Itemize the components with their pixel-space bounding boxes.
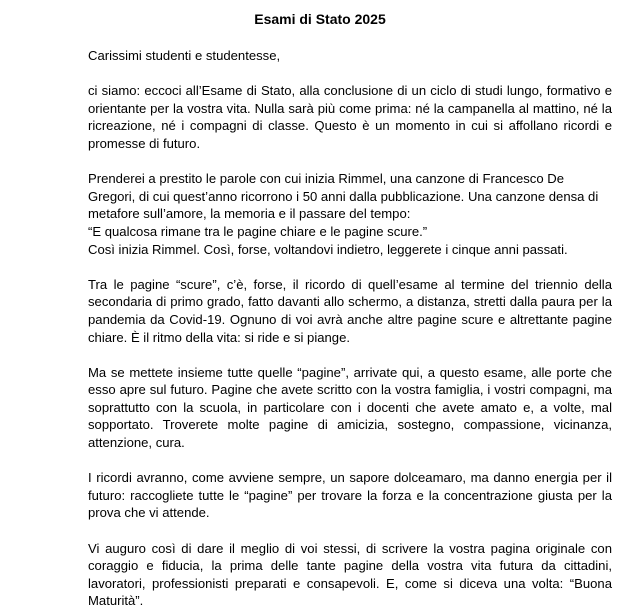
- paragraph-rimmel-text: Prenderei a prestito le parole con cui inizia Rimmel, una canzone di Francesco De Gregori, di cui quest’anno ricorrono i 50 anni dalla pubblicazione. Una canzone densa di metafore sull’amore, la memoria e il passare del tempo:: [88, 171, 599, 222]
- salutation: Carissimi studenti e studentesse,: [88, 48, 281, 63]
- document-title: Esami di Stato 2025: [254, 11, 386, 27]
- paragraph-intro: ci siamo: eccoci all’Esame di Stato, alla conclusione di un ciclo di studi lungo, formativo e orientante per la vostra vita. Nulla sarà più come prima: né la campanella al mattino, né la ricreazione, né i compagni di classe. Questo è un momento in cui si affollano ricordi e promesse di futuro.: [88, 83, 612, 151]
- paragraph-rimmel: [88, 170, 612, 258]
- paragraph-memories: I ricordi avranno, come avviene sempre, un sapore dolceamaro, ma danno energia per il futuro: raccogliete tutte le “pagine” per trovare la forza e la concentrazione giusta per la prova che vi attende.: [88, 470, 612, 521]
- rimmel-quote-followup: Così inizia Rimmel. Così, forse, voltandovi indietro, leggerete i cinque anni passati.: [88, 241, 568, 257]
- rimmel-quote: “E qualcosa rimane tra le pagine chiare e le pagine scure.”: [88, 223, 428, 239]
- paragraph-wishes: Vi auguro così di dare il meglio di voi stessi, di scrivere la vostra pagina originale con coraggio e fiducia, la prima delle tante pagine della vostra vita futura da cittadini, lavoratori, professionisti preparati e consapevoli. E, come si diceva una volta: “Buona Maturità”.: [88, 540, 612, 609]
- paragraph-dark-pages: Tra le pagine “scure”, c’è, forse, il ricordo di quell’esame al termine del triennio della secondaria di primo grado, fatto davanti allo schermo, a distanza, stretti dalla paura per la pandemia da Covid-19. Ognuno di voi avrà anche altre pagine scure e altrettante pagine chiare. È il ritmo della vita: si ride e si piange.: [88, 276, 612, 345]
- paragraph-all-pages: Ma se mettete insieme tutte quelle “pagine”, arrivate qui, a questo esame, alle porte che esso apre sul futuro. Pagine che avete scritto con la vostra famiglia, i vostri compagni, ma soprattutto con la scuola, in particolare con i docenti che avete amato e, a volte, mal sopportato. Troverete molte pagine di amicizia, sostegno, compassione, vicinanza, attenzione, cura.: [88, 364, 612, 451]
- document-body: [88, 47, 612, 610]
